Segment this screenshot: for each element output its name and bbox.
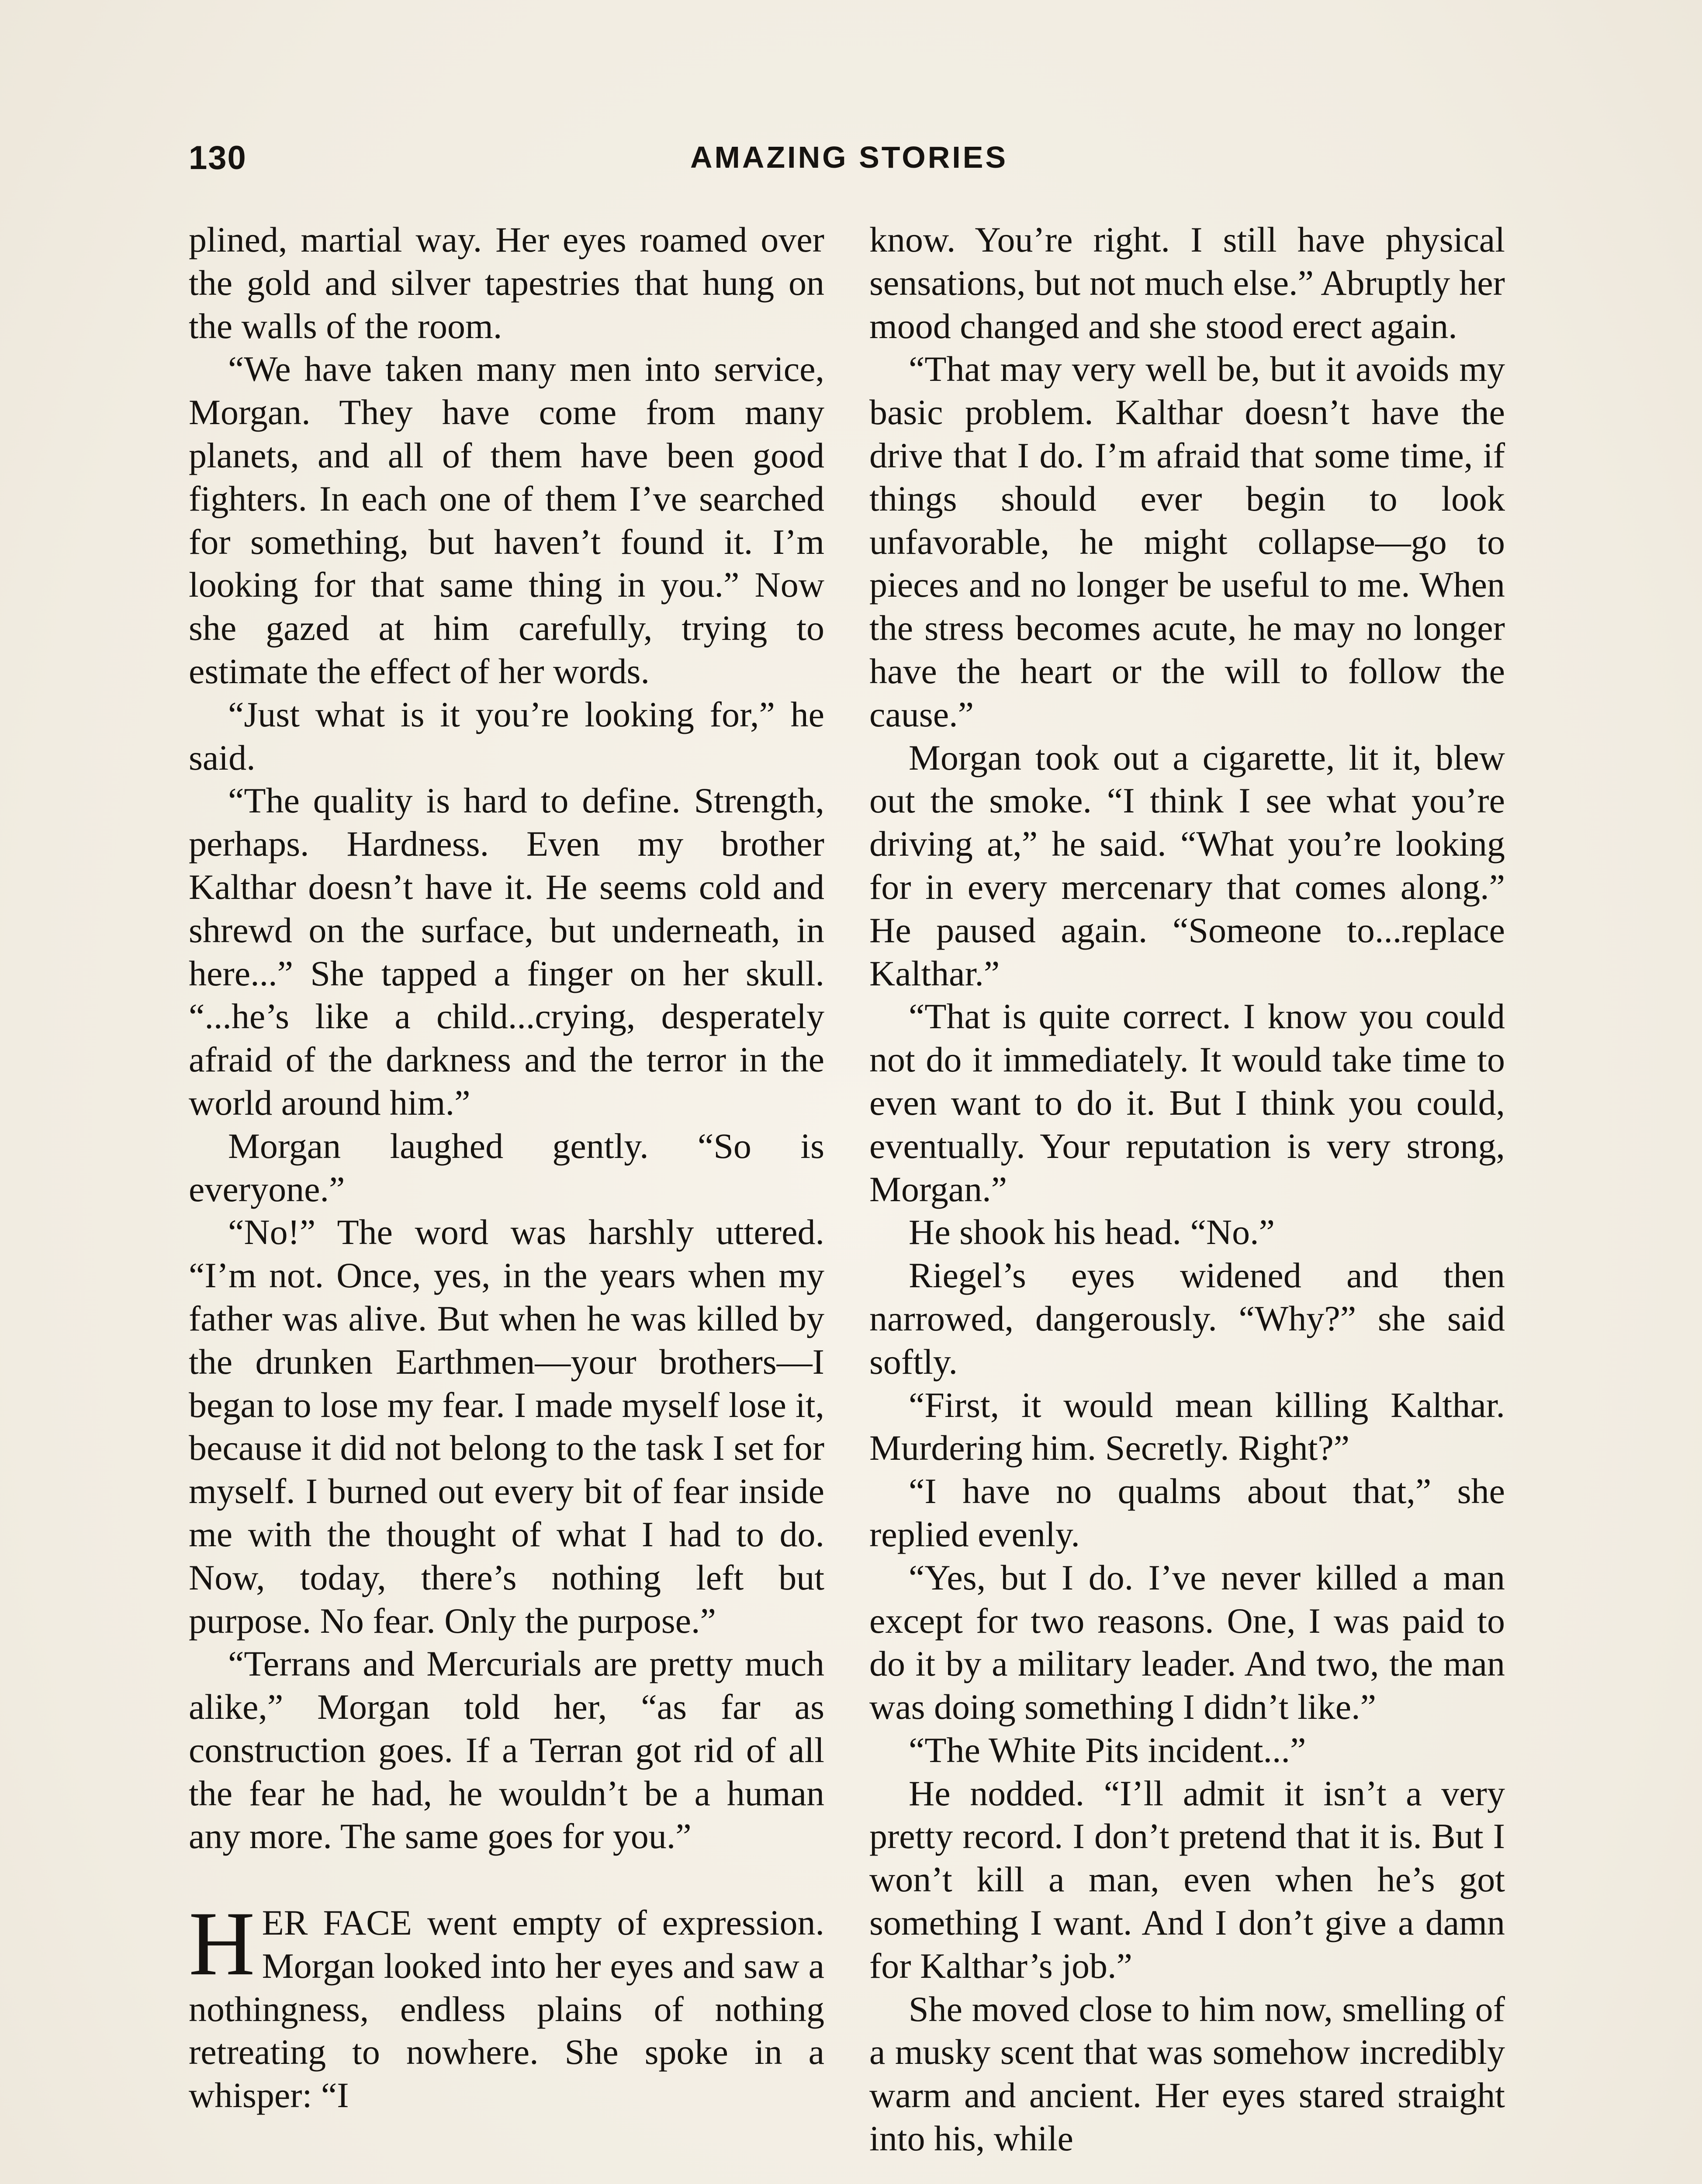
- paragraph: “Terrans and Mercurials are pretty much alike,” Morgan told her, “as far as construction goes. If a Terran got rid of all the fear he had, he wouldn’t be a human any more. The same goes for you.”: [189, 1644, 824, 1856]
- small-caps-lead-in: ER FACE: [262, 1903, 412, 1943]
- paragraph: know. You’re right. I still have physical sensations, but not much else.” Abruptly her mood changed and she stood erect again.: [869, 220, 1505, 346]
- paragraph: “Yes, but I do. I’ve never killed a man except for two reasons. One, I was paid to do it by a military leader. And two, the man was doing something I didn’t like.”: [869, 1557, 1505, 1727]
- running-head-title: AMAZING STORIES: [690, 140, 1008, 174]
- paragraph: “First, it would mean killing Kalthar. Murdering him. Secretly. Right?”: [869, 1385, 1505, 1468]
- paragraph: “I have no qualms about that,” she replied evenly.: [869, 1471, 1505, 1554]
- paragraph: Morgan took out a cigarette, lit it, blew out the smoke. “I think I see what you’re driving at,” he said. “What you’re looking for in every mercenary that comes along.” He paused again. “Someone to...replace Kalthar.”: [869, 737, 1505, 993]
- section-break-text: went empty of expression. Morgan looked into her eyes and saw a nothingness, endless plains of nothing retreating to nowhere. She spoke in a whisper: “I: [189, 1903, 824, 2115]
- paragraph: “That may very well be, but it avoids my basic problem. Kalthar doesn’t have the drive that I do. I’m afraid that some time, if things should ever begin to look unfavorable, he might collapse—go to pieces and no longer be useful to me. When the stress becomes acute, he may no longer have the heart or the will to follow the cause.”: [869, 349, 1505, 734]
- drop-cap: H: [189, 1893, 255, 1995]
- page-number: 130: [189, 139, 247, 176]
- paragraph: “The quality is hard to define. Strength, perhaps. Hardness. Even my brother Kalthar doesn’t have it. He seems cold and shrewd on the surface, but underneath, in here...” She tapped a finger on her skull. “...he’s like a child...crying, desperately afraid of the darkness and the terror in the world around him.”: [189, 781, 824, 1123]
- paragraph: She moved close to him now, smelling of a musky scent that was somehow incredibly warm and ancient. Her eyes stared straight into his, while: [869, 1989, 1505, 2159]
- paragraph: “The White Pits incident...”: [909, 1730, 1306, 1770]
- right-text-column: [869, 218, 1505, 2160]
- paragraph: “Just what is it you’re looking for,” he said.: [189, 694, 824, 778]
- left-text-column: [189, 218, 824, 2117]
- paragraph: “We have taken many men into service, Morgan. They have come from many planets, and all of them have been good fighters. In each one of them I’ve searched for something, but haven’t found it. I’m looking for that same thing in you.” Now she gazed at him carefully, trying to estimate the effect of her words.: [189, 349, 824, 691]
- paragraph: Morgan laughed gently. “So is everyone.”: [189, 1126, 824, 1209]
- section-break-paragraph: [189, 1893, 824, 2117]
- paragraph: Riegel’s eyes widened and then narrowed, dangerously. “Why?” she said softly.: [869, 1255, 1505, 1382]
- paragraph: He nodded. “I’ll admit it isn’t a very pretty record. I don’t pretend that it is. But I won’t kill a man, even when he’s got something I want. And I don’t give a damn for Kalthar’s job.”: [869, 1773, 1505, 1986]
- right-paragraphs: [869, 218, 1505, 2160]
- paragraph: plined, martial way. Her eyes roamed over the gold and silver tapestries that hung on the walls of the room.: [189, 220, 824, 346]
- left-paragraphs: [189, 218, 824, 1858]
- paragraph: “That is quite correct. I know you could not do it immediately. It would take time to even want to do it. But I think you could, eventually. Your reputation is very strong, Morgan.”: [869, 996, 1505, 1209]
- paragraph: “No!” The word was harshly uttered. “I’m not. Once, yes, in the years when my father was alive. But when he was killed by the drunken Earthmen—your brothers—I began to lose my fear. I made myself lose it, because it did not belong to the task I set for myself. I burned out every bit of fear inside me with the thought of what I had to do. Now, today, there’s nothing left but purpose. No fear. Only the purpose.”: [189, 1212, 824, 1641]
- paragraph: He shook his head. “No.”: [909, 1212, 1275, 1252]
